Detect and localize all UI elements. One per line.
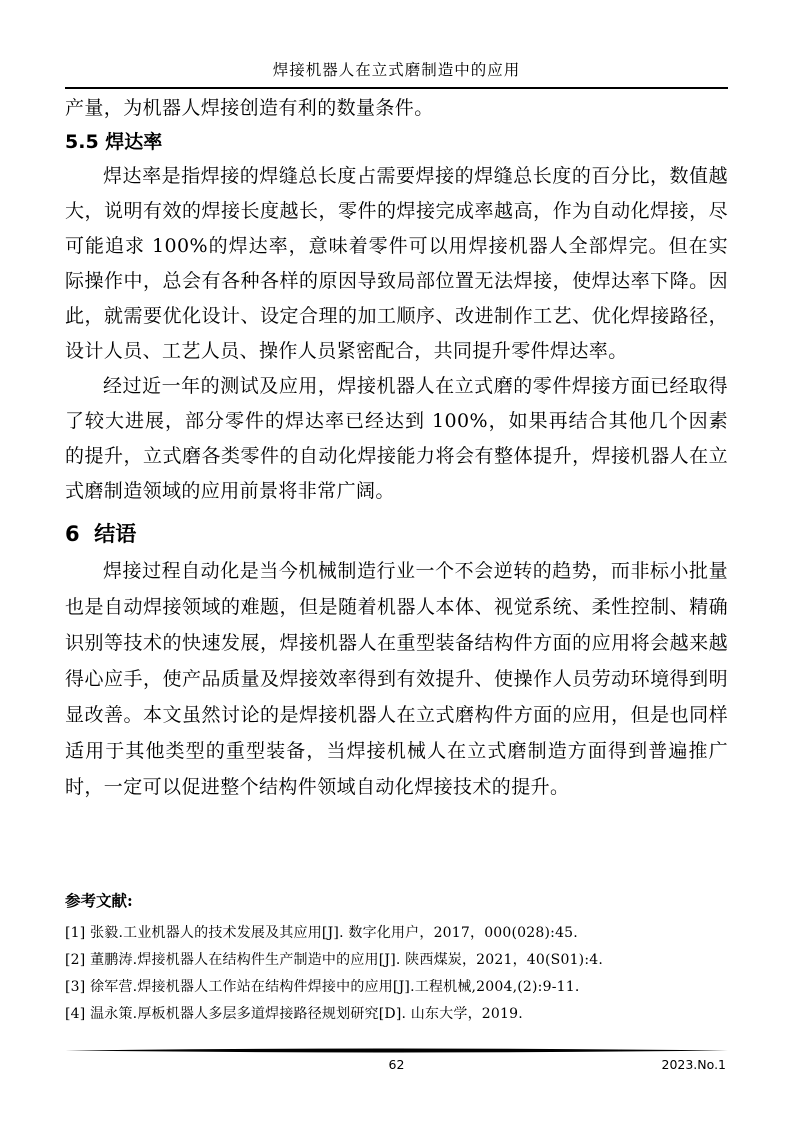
heading-6-conclusion: 6 结语 [65,522,137,546]
main-content [65,91,728,805]
header-rule [65,87,728,89]
reference-item-2: [2] 董鹏涛.焊接机器人在结构件生产制造中的应用[J]. 陕西煤炭，2021，40(S01):4. [65,952,604,968]
journal-issue-label: 2023.No.1 [661,1057,726,1072]
reference-item-1: [1] 张毅.工业机器人的技术发展及其应用[J]. 数字化用户，2017，000(028):45. [65,925,578,941]
paragraph-weld-reach-definition: 焊达率是指焊接的焊缝总长度占需要焊接的焊缝总长度的百分比，数值越大，说明有效的焊接长度越长，零件的焊接完成率越高，作为自动化焊接，尽可能追求 100%的焊达率，意味着零件可以用焊接机器人全部焊完。但在实际操作中，总会有各种各样的原因导致局部位置无法焊接，使焊达率下降。因此，就需要优化设计、设定合理的加工顺序、改进制作工艺、优化焊接路径，设计人员、工艺人员、操作人员紧密配合，共同提升零件焊达率。 [65,165,728,362]
page-number: 62 [388,1057,405,1072]
running-header-title: 焊接机器人在立式磨制造中的应用 [272,61,521,79]
reference-item-3: [3] 徐军营.焊接机器人工作站在结构件焊接中的应用[J].工程机械,2004,(2):9-11. [65,979,580,995]
reference-item-4: [4] 温永策.厚板机器人多层多道焊接路径规划研究[D]. 山东大学，2019. [65,1006,523,1022]
footer [65,1055,728,1075]
references-section [65,888,728,1028]
paragraph-weld-reach-progress: 经过近一年的测试及应用，焊接机器人在立式磨的零件焊接方面已经取得了较大进展，部分零件的焊达率已经达到 100%，如果再结合其他几个因素的提升，立式磨各类零件的自动化焊接能力将会有整体提升，焊接机器人在立式磨制造领域的应用前景将非常广阔。 [65,375,728,502]
footer-rule [65,1048,728,1053]
references-heading: 参考文献: [65,891,133,910]
paragraph-continuation: 产量，为机器人焊接创造有利的数量条件。 [65,97,434,119]
paragraph-conclusion: 焊接过程自动化是当今机械制造行业一个不会逆转的趋势，而非标小批量也是自动焊接领域的难题，但是随着机器人本体、视觉系统、柔性控制、精确识别等技术的快速发展，焊接机器人在重型装备结构件方面的应用将会越来越得心应手，使产品质量及焊接效率得到有效提升、使操作人员劳动环境得到明显改善。本文虽然讨论的是焊接机器人在立式磨构件方面的应用，但是也同样适用于其他类型的重型装备，当焊接机械人在立式磨制造方面得到普遍推广时，一定可以促进整个结构件领域自动化焊接技术的提升。 [65,560,728,798]
heading-5-5-weld-reach-rate: 5.5 焊达率 [65,131,163,153]
